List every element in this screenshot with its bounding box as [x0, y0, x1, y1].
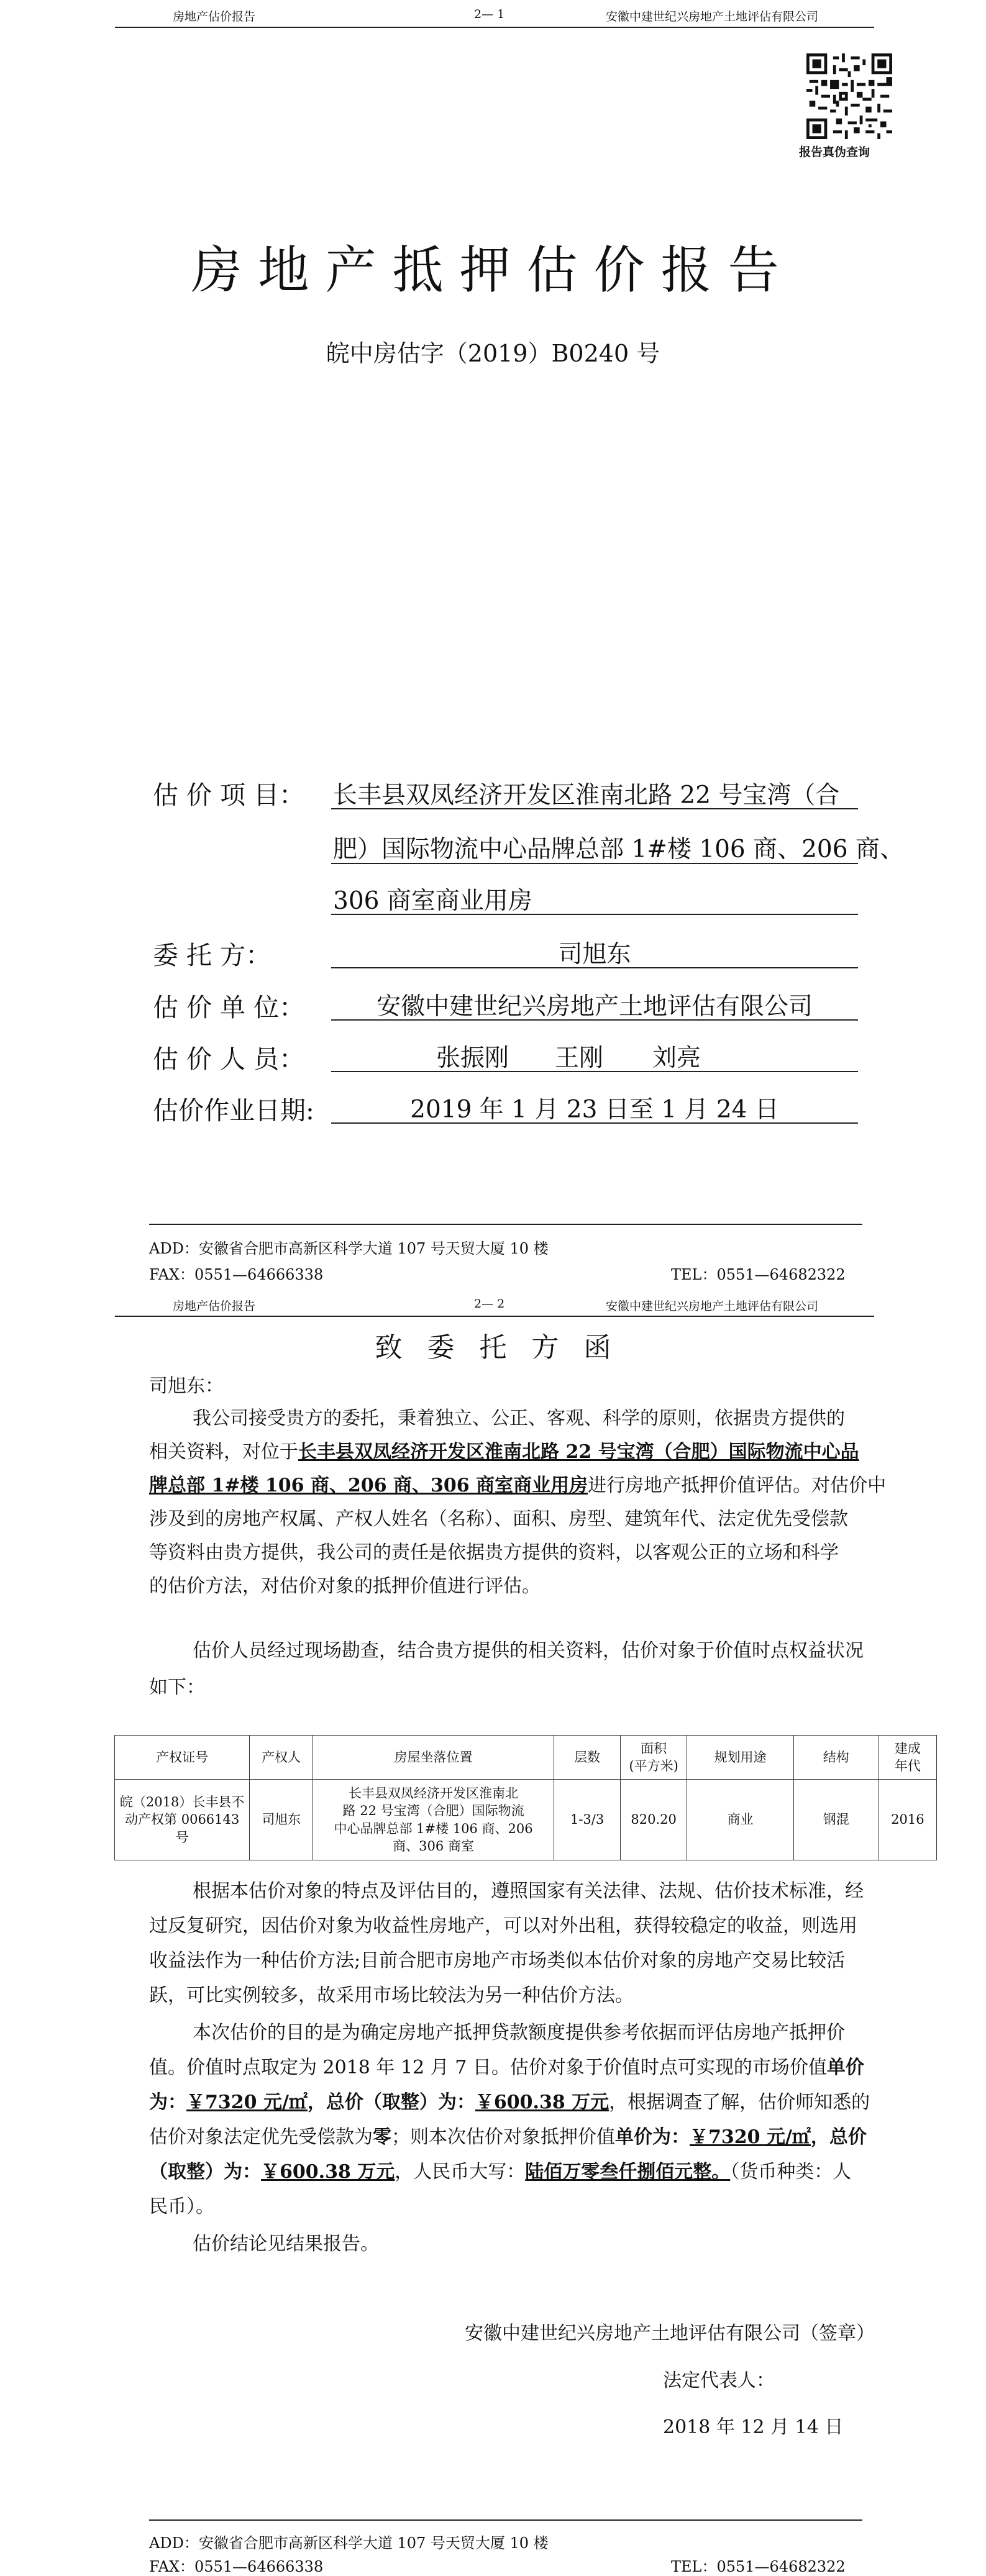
valuation-unit-underline [331, 1019, 858, 1021]
footer-address: ADD：安徽省合肥市高新区科学大道 107 号天贸大厦 10 楼 [149, 1240, 549, 1257]
project-underline-3 [331, 914, 858, 915]
para4-line2: 值。价值时点取定为 2018 年 12 月 7 日。估价对象于价值时点可实现的市场价值单价 [149, 2057, 864, 2078]
para1-line3: 牌总部 1#楼 106 商、206 商、306 商室商业用房进行房地产抵押价值评估。对估价中 [149, 1475, 887, 1496]
para5: 估价结论见结果报告。 [193, 2233, 379, 2255]
para2-line2: 如下： [149, 1677, 205, 1698]
appraiser-1: 张振刚 [436, 1044, 509, 1072]
header-page-number: 2— 1 [474, 7, 505, 21]
table-header-cell: 层数 [554, 1736, 621, 1780]
footer-tel: TEL：0551—64682322 [671, 2558, 846, 2575]
table-header-cell: 规划用途 [687, 1736, 794, 1780]
header-report-type: 房地产估价报告 [173, 1299, 256, 1313]
market-unit-price: ￥7320 元/㎡ [186, 2091, 308, 2113]
para1-line5: 等资料由贵方提供，我公司的责任是依据贵方提供的资料，以客观公正的立场和科学 [149, 1542, 839, 1563]
header-company: 安徽中建世纪兴房地产土地评估有限公司 [606, 10, 819, 24]
project-underline-1 [331, 808, 858, 809]
work-date-label: 估价作业日期: [153, 1096, 314, 1126]
table-header-cell: 建成 年代 [879, 1736, 936, 1780]
para3-line2: 过反复研究，因估价对象为收益性房地产，可以对外出租，获得较稳定的收益，则选用 [149, 1915, 857, 1937]
table-header-cell: 产权人 [250, 1736, 313, 1780]
table-cell: 1-3/3 [554, 1780, 621, 1860]
table-cell: 司旭东 [250, 1780, 313, 1860]
property-location-cont: 牌总部 1#楼 106 商、206 商、306 商室商业用房 [149, 1475, 588, 1496]
valuation-unit-value: 安徽中建世纪兴房地产土地评估有限公司 [376, 993, 813, 1021]
footer-fax: FAX：0551—64666338 [149, 1266, 324, 1283]
appraisers-label: 估 价 人 员： [153, 1044, 305, 1074]
header-page-number: 2— 2 [474, 1297, 505, 1311]
project-underline-2 [331, 863, 858, 864]
table-cell: 钢混 [793, 1780, 879, 1860]
para2-line1: 估价人员经过现场勘查，结合贵方提供的相关资料，估价对象于价值时点权益状况 [193, 1640, 864, 1662]
footer-fax: FAX：0551—64666338 [149, 2558, 324, 2575]
table-cell: 皖（2018）长丰县不 动产权第 0066143 号 [115, 1780, 250, 1860]
legal-representative: 法定代表人： [663, 2370, 775, 2392]
para4-line5: （取整）为：￥600.38 万元，人民币大写：陆佰万零叁仟捌佰元整。（货币种类：人 [149, 2161, 852, 2183]
appraiser-2: 王刚 [555, 1044, 604, 1072]
table-cell: 商业 [687, 1780, 794, 1860]
letter-title: 致委托方函 [375, 1332, 636, 1363]
valuation-unit-label: 估 价 单 位： [153, 993, 305, 1022]
footer-address: ADD：安徽省合肥市高新区科学大道 107 号天贸大厦 10 楼 [149, 2534, 549, 2552]
project-value-line2: 肥）国际物流中心品牌总部 1#楼 106 商、206 商、 [333, 835, 904, 863]
client-label: 委 托 方： [153, 940, 272, 970]
client-underline [331, 967, 858, 968]
project-label: 估 价 项 目： [153, 780, 305, 810]
client-value: 司旭东 [558, 940, 631, 968]
table-header-cell: 面积 (平方米) [621, 1736, 687, 1780]
qr-caption: 报告真伪查询 [799, 145, 870, 159]
project-value-line3: 306 商室商业用房 [333, 887, 532, 915]
table-cell: 2016 [879, 1780, 936, 1860]
salutation: 司旭东： [149, 1375, 224, 1397]
property-rights-table [114, 1735, 937, 1860]
project-value-line1: 长丰县双凤经济开发区淮南北路 22 号宝湾（合 [333, 781, 840, 809]
signature-date: 2018 年 12 月 14 日 [663, 2416, 844, 2438]
table-header-cell: 产权证号 [115, 1736, 250, 1780]
report-title: 房地产抵押估价报告 [191, 241, 795, 300]
header-report-type: 房地产估价报告 [173, 10, 256, 24]
para4-line3: 为：￥7320 元/㎡，总价（取整）为：￥600.38 万元，根据调查了解，估价师知悉的 [149, 2091, 870, 2113]
para4-line4: 估价对象法定优先受偿款为零；则本次估价对象抵押价值单价为：￥7320 元/㎡，总价 [149, 2126, 867, 2148]
table-header-cell: 房屋坐落位置 [313, 1736, 554, 1780]
appraisers-underline [331, 1071, 858, 1072]
footer-rule [149, 2519, 862, 2521]
property-location: 长丰县双凤经济开发区淮南北路 22 号宝湾（合肥）国际物流中心品 [298, 1441, 859, 1463]
header-rule [115, 27, 874, 28]
footer-tel: TEL：0551—64682322 [671, 1266, 846, 1283]
para1-line4: 涉及到的房地产权属、产权人姓名（名称）、面积、房型、建筑年代、法定优先受偿款 [149, 1508, 848, 1530]
para1-line1: 我公司接受贵方的委托，秉着独立、公正、客观、科学的原则，依据贵方提供的 [193, 1408, 845, 1429]
table-cell: 820.20 [621, 1780, 687, 1860]
signature-company: 安徽中建世纪兴房地产土地评估有限公司（签章） [465, 2323, 875, 2344]
para3-line3: 收益法作为一种估价方法;目前合肥市房地产市场类似本估价对象的房地产交易比较活 [149, 1950, 846, 1972]
qr-code-icon[interactable] [806, 53, 892, 139]
para1-line6: 的估价方法，对估价对象的抵押价值进行评估。 [149, 1575, 541, 1597]
para3-line4: 跃，可比实例较多，故采用市场比较法为另一种估价方法。 [149, 1985, 634, 2006]
table-header-cell: 结构 [793, 1736, 879, 1780]
table-row [115, 1780, 937, 1860]
amount-in-words: 陆佰万零叁仟捌佰元整。 [525, 2161, 731, 2183]
report-number: 皖中房估字（2019）B0240 号 [326, 340, 660, 367]
para3-line1: 根据本估价对象的特点及评估目的，遵照国家有关法律、法规、估价技术标准，经 [193, 1880, 864, 1902]
table-cell: 长丰县双凤经济开发区淮南北 路 22 号宝湾（合肥）国际物流 中心品牌总部 1#楼 106 商、206 商、306 商室 [313, 1780, 554, 1860]
mortgage-total-price: ￥600.38 万元 [261, 2161, 395, 2183]
table-header-row [115, 1736, 937, 1780]
market-total-price: ￥600.38 万元 [475, 2091, 609, 2113]
header-rule [115, 1316, 874, 1317]
para4-line1: 本次估价的目的是为确定房地产抵押贷款额度提供参考依据而评估房地产抵押价 [193, 2022, 845, 2044]
para1-line2: 相关资料，对位于长丰县双凤经济开发区淮南北路 22 号宝湾（合肥）国际物流中心品 [149, 1441, 859, 1463]
header-company: 安徽中建世纪兴房地产土地评估有限公司 [606, 1299, 819, 1313]
mortgage-unit-price: ￥7320 元/㎡ [690, 2126, 811, 2148]
footer-rule [149, 1224, 862, 1225]
appraiser-3: 刘亮 [652, 1044, 701, 1072]
work-date-underline [331, 1122, 858, 1124]
work-date-value: 2019 年 1 月 23 日至 1 月 24 日 [410, 1096, 779, 1124]
para4-line6: 民币）。 [149, 2196, 214, 2218]
